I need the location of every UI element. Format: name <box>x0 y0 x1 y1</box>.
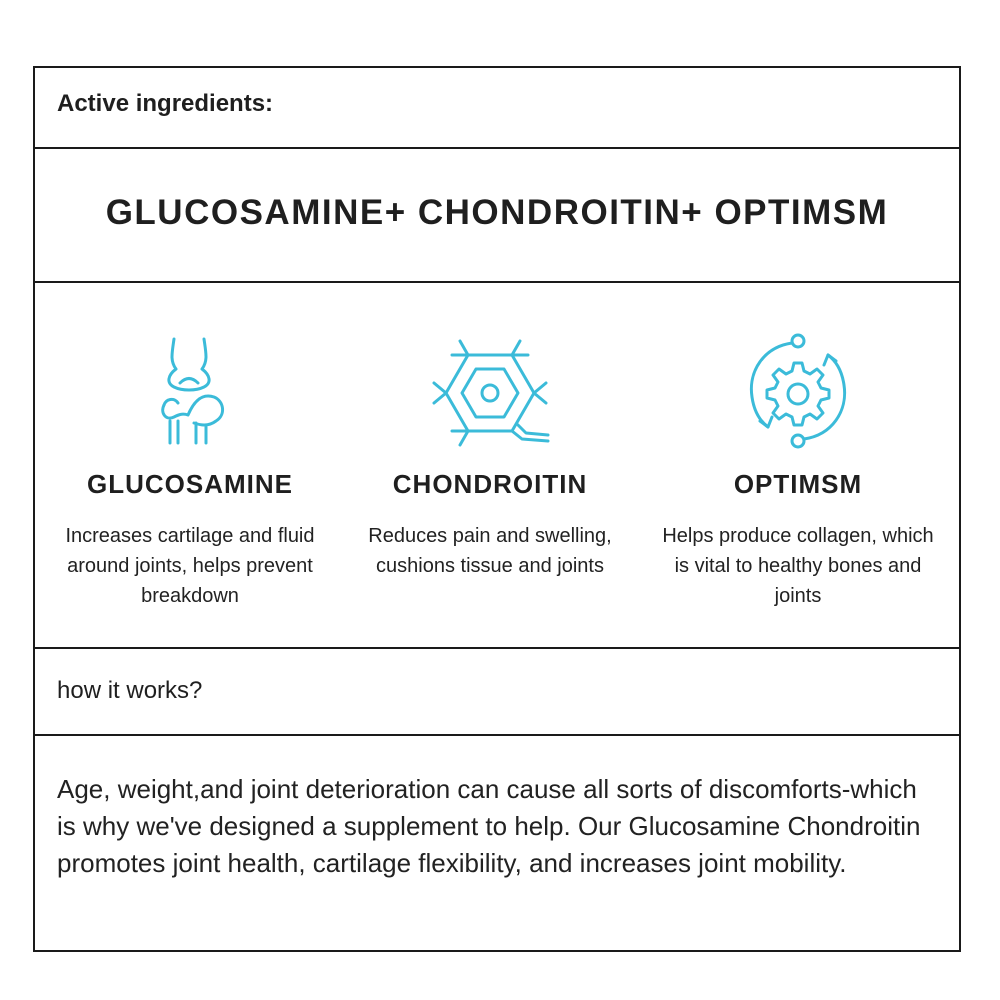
header-row <box>35 68 959 147</box>
body-row <box>35 736 959 950</box>
ingredient-optimsm <box>643 283 953 647</box>
ingredient-chondroitin <box>335 283 645 647</box>
ingredient-desc: Increases cartilage and fluid around joints, helps prevent breakdown <box>65 525 315 607</box>
how-label: how it works? <box>57 677 203 704</box>
body-text: Age, weight,and joint deterioration can cause all sorts of discomforts-which is why we've designed a supplement to help. Our Glucosamine Chondroitin promotes joint health, cartilage flexibility, and increases joint mobility. <box>57 774 921 878</box>
ingredient-name: GLUCOSAMINE <box>87 469 293 499</box>
header-label: Active ingredients: <box>57 90 274 117</box>
ingredient-desc: Helps produce collagen, which is vital to healthy bones and joints <box>662 525 934 607</box>
ingredient-name: OPTIMSM <box>733 469 863 499</box>
how-row <box>35 649 959 734</box>
title-row <box>35 149 959 281</box>
ingredients-row <box>35 283 959 647</box>
ingredient-desc: Reduces pain and swelling, cushions tissue and joints <box>368 525 612 577</box>
formula-title: GLUCOSAMINE+ CHONDROITIN+ OPTIMSM <box>105 193 889 232</box>
molecule-icon <box>430 331 550 451</box>
ingredient-name: CHONDROITIN <box>392 469 588 499</box>
joint-bone-icon <box>130 331 250 451</box>
gear-cycle-icon <box>738 331 858 451</box>
ingredient-glucosamine <box>35 283 345 647</box>
ingredients-panel <box>33 66 961 952</box>
